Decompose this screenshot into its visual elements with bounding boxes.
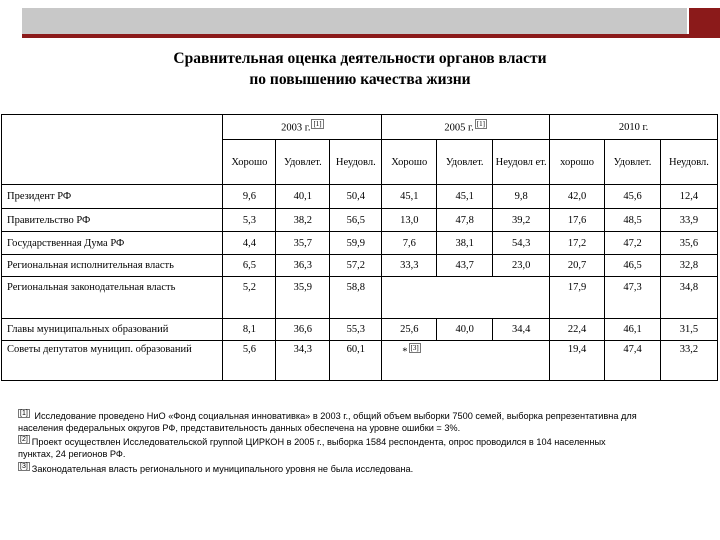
- cell: 33,2: [660, 341, 717, 381]
- comparison-table: [1, 114, 718, 381]
- footnote: [18, 408, 708, 434]
- col-header: Удовлет.: [605, 140, 661, 185]
- cell: 6,5: [223, 255, 276, 277]
- cell: 47,3: [605, 277, 661, 319]
- row-label: Советы депутатов муницип. образований: [2, 341, 223, 381]
- row-label: Правительство РФ: [2, 209, 223, 232]
- cell: 43,7: [437, 255, 493, 277]
- cell: 19,4: [550, 341, 605, 381]
- cell: 40,1: [276, 185, 330, 209]
- cell: 33,3: [382, 255, 437, 277]
- cell: 40,0: [437, 319, 493, 341]
- cell: 35,6: [660, 232, 717, 255]
- cell: 34,3: [276, 341, 330, 381]
- footnote-number[interactable]: [3]: [20, 462, 28, 470]
- page-title: [0, 48, 720, 90]
- cell: 23,0: [493, 255, 550, 277]
- cell: 5,6: [223, 341, 276, 381]
- table-row: [2, 232, 718, 255]
- cell: 45,6: [605, 185, 661, 209]
- footnote-text: Проект осуществлен Исследовательской группой ЦИРКОН в 2005 г., выборка 1584 респондента, опрос проводился в 104 населенных: [31, 437, 606, 448]
- footnote-text: Законодательная власть регионального и муниципального уровня не была исследована.: [31, 463, 414, 474]
- cell: 13,0: [382, 209, 437, 232]
- table-row: [2, 209, 718, 232]
- cell: 54,3: [493, 232, 550, 255]
- year-header-2003: [223, 115, 382, 140]
- footnote-ref[interactable]: [3]: [410, 344, 419, 352]
- footnote-ref[interactable]: [1]: [313, 120, 322, 129]
- cell: 46,1: [605, 319, 661, 341]
- col-header: хорошо: [550, 140, 605, 185]
- cell: 12,4: [660, 185, 717, 209]
- col-header: Хорошо: [223, 140, 276, 185]
- cell: 17,2: [550, 232, 605, 255]
- cell: 9,8: [493, 185, 550, 209]
- corner-cell: [2, 115, 223, 185]
- cell: 58,8: [330, 277, 382, 319]
- title-line-1: Сравнительная оценка деятельности органов власти: [173, 50, 547, 67]
- empty-cell: [382, 277, 550, 319]
- cell: 4,4: [223, 232, 276, 255]
- cell: 42,0: [550, 185, 605, 209]
- cell: 47,4: [605, 341, 661, 381]
- cell: 22,4: [550, 319, 605, 341]
- col-header: Неудовл.: [330, 140, 382, 185]
- footnote-text: пунктах, 24 регионов РФ.: [18, 448, 126, 459]
- cell: 25,6: [382, 319, 437, 341]
- cell: 34,8: [660, 277, 717, 319]
- cell: 48,5: [605, 209, 661, 232]
- footnote-text: Исследование проведено НиО «Фонд социальная инновативка» в 2003 г., общий объем выборки 7500 семей, выборка репрезентативна для: [34, 411, 637, 422]
- top-banner: [22, 8, 687, 38]
- footnote-number[interactable]: [2]: [20, 436, 28, 444]
- cell: 55,3: [330, 319, 382, 341]
- merged-cell: [382, 341, 550, 381]
- cell: 32,8: [660, 255, 717, 277]
- cell: 5,2: [223, 277, 276, 319]
- year-header-2005: [382, 115, 550, 140]
- footnote-text: населения федеральных округов РФ, представительность данных обеспечена на уровне ошибки = 3%.: [18, 422, 461, 433]
- cell: 50,4: [330, 185, 382, 209]
- row-label: Региональная законодательная власть: [2, 277, 223, 319]
- cell: 33,9: [660, 209, 717, 232]
- footnote: [18, 434, 708, 460]
- row-label: Государственная Дума РФ: [2, 232, 223, 255]
- table-row: [2, 341, 718, 381]
- footnotes: [18, 408, 708, 475]
- cell: 57,2: [330, 255, 382, 277]
- col-header: Неудовл.: [660, 140, 717, 185]
- top-banner-accent: [687, 8, 720, 38]
- cell: 38,1: [437, 232, 493, 255]
- cell: 45,1: [437, 185, 493, 209]
- cell: 7,6: [382, 232, 437, 255]
- star-mark: *: [402, 346, 408, 358]
- col-header: Хорошо: [382, 140, 437, 185]
- cell: 20,7: [550, 255, 605, 277]
- cell: 9,6: [223, 185, 276, 209]
- table-row: [2, 319, 718, 341]
- footnote-number[interactable]: [1]: [20, 410, 28, 417]
- col-header: Неудовл ет.: [493, 140, 550, 185]
- cell: 36,6: [276, 319, 330, 341]
- table-row: [2, 255, 718, 277]
- cell: 35,9: [276, 277, 330, 319]
- cell: 38,2: [276, 209, 330, 232]
- cell: 59,9: [330, 232, 382, 255]
- cell: 17,6: [550, 209, 605, 232]
- cell: 8,1: [223, 319, 276, 341]
- col-header: Удовлет.: [437, 140, 493, 185]
- row-label: Региональная исполнительная власть: [2, 255, 223, 277]
- cell: 45,1: [382, 185, 437, 209]
- row-label: Главы муниципальных образований: [2, 319, 223, 341]
- cell: 56,5: [330, 209, 382, 232]
- year-header-2010: [550, 115, 718, 140]
- cell: 35,7: [276, 232, 330, 255]
- table-row: [2, 185, 718, 209]
- col-header: Удовлет.: [276, 140, 330, 185]
- cell: 47,8: [437, 209, 493, 232]
- year-label: 2005 г.: [444, 122, 474, 134]
- cell: 36,3: [276, 255, 330, 277]
- cell: 34,4: [493, 319, 550, 341]
- cell: 39,2: [493, 209, 550, 232]
- year-label: 2010 г.: [618, 121, 649, 133]
- cell: 5,3: [223, 209, 276, 232]
- footnote-ref[interactable]: [1]: [476, 120, 485, 129]
- footnote: [18, 461, 708, 476]
- row-label: Президент РФ: [2, 185, 223, 209]
- year-header-row: [2, 115, 718, 140]
- table-row: [2, 277, 718, 319]
- cell: 31,5: [660, 319, 717, 341]
- year-label: 2003 г.: [281, 122, 311, 134]
- cell: 47,2: [605, 232, 661, 255]
- cell: 46,5: [605, 255, 661, 277]
- cell: 60,1: [330, 341, 382, 381]
- title-line-2: по повышению качества жизни: [249, 71, 471, 88]
- cell: 17,9: [550, 277, 605, 319]
